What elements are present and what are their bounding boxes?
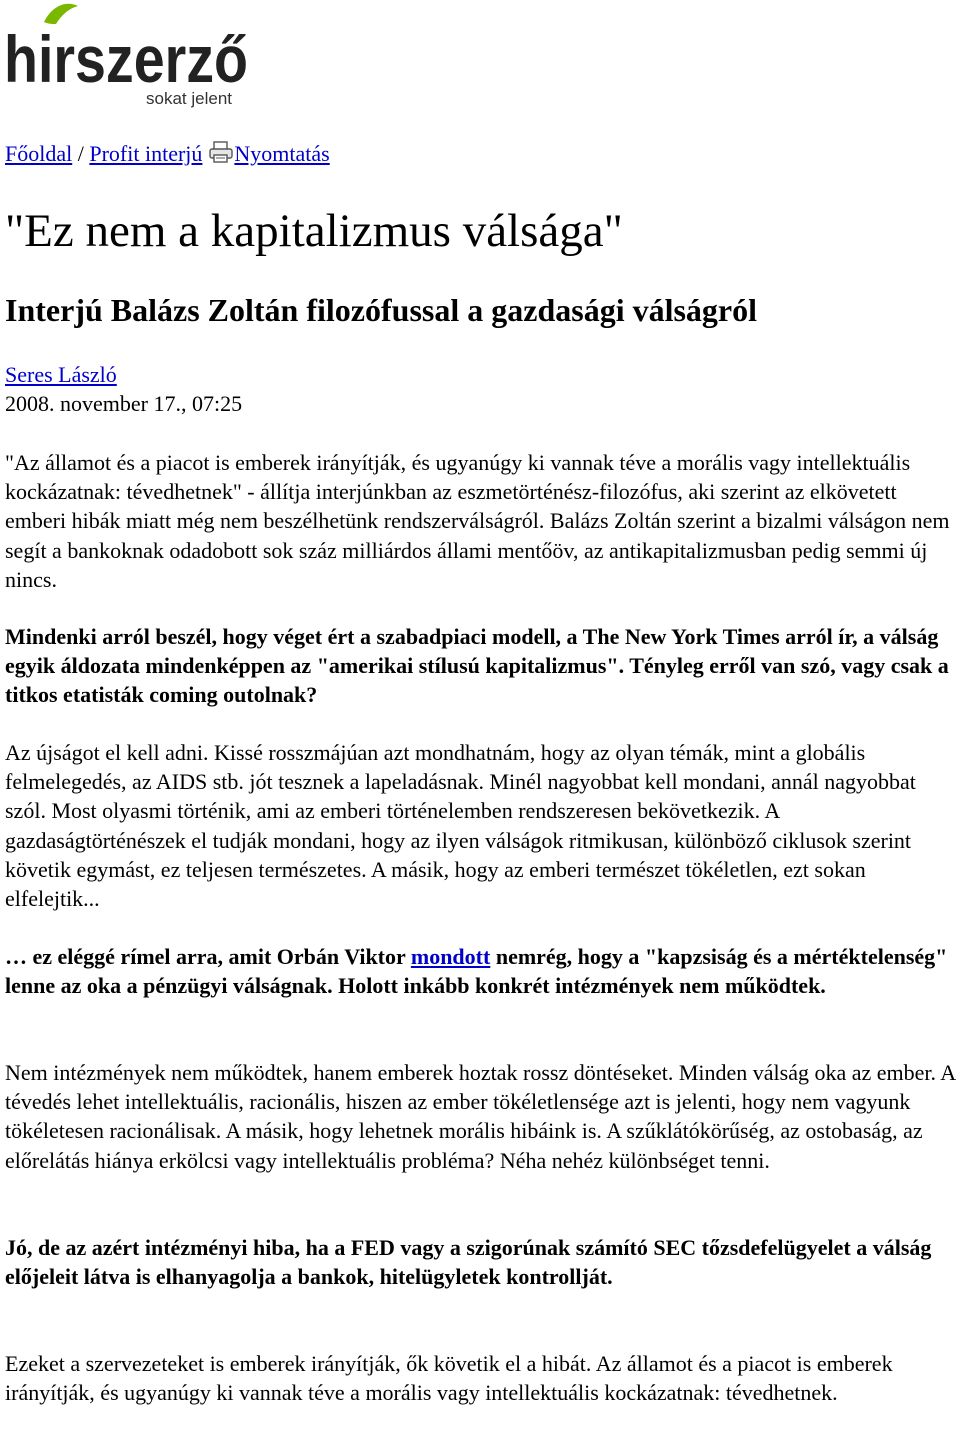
logo-wordmark: hirszerző bbox=[4, 22, 248, 96]
article-title: "Ez nem a kapitalizmus válsága" bbox=[5, 205, 623, 257]
print-link[interactable]: Nyomtatás bbox=[234, 141, 330, 166]
breadcrumb-separator: / bbox=[72, 141, 90, 166]
mondott-link[interactable]: mondott bbox=[410, 944, 491, 969]
breadcrumb-section-link[interactable]: Profit interjú bbox=[89, 141, 203, 166]
hirszerzo-logo-icon bbox=[4, 2, 250, 110]
printer-icon[interactable] bbox=[208, 141, 234, 171]
question-2 bbox=[5, 942, 955, 1000]
question-3: Jó, de az azért intézményi hiba, ha a FED vagy a szigorúnak számító SEC tőzsdefelügyelet a válság előjeleit látva is elhanyagolja a bankok, hitelügyletek kontrollját. bbox=[5, 1235, 932, 1290]
article-date: 2008. november 17., 07:25 bbox=[5, 391, 243, 416]
article-author bbox=[5, 361, 117, 389]
author-link[interactable]: Seres László bbox=[5, 362, 117, 387]
breadcrumb-home-link[interactable]: Főoldal bbox=[5, 141, 73, 166]
answer-2: Nem intézmények nem működtek, hanem emberek hoztak rossz döntéseket. Minden válság oka az ember. A tévedés lehet intellektuális, racionális, hiszen az ember tökéletlensége azt is jelenti, hogy nem vagyunk tökéletesen racionálisak. A másik, hogy lehetnek morális hibáink is. A szűklátókörűség, az ostobaság, az előrelátás hiánya erkölcsi vagy intellektuális probléma? Néha nehéz különbséget tenni. bbox=[5, 1060, 955, 1173]
breadcrumb bbox=[5, 139, 330, 171]
answer-1: Az újságot el kell adni. Kissé rosszmájúan azt mondhatnám, hogy az olyan témák, mint a globális felmelegedés, az AIDS stb. jót tesznek a lapeladásnak. Minél nagyobbat kell mondani, annál nagyobbat szól. Most olyasmi történik, ami az emberi történelemben rendszeresen bekövetkezik. A gazdaságtörténészek el tudják mondani, hogy az ilyen válságok ritmikusan, különböző ciklusok szerint követik egymást, ez teljesen természetes. A másik, hogy az emberi természet tökéletlen, ezt sokan elfelejtik... bbox=[5, 740, 916, 912]
question-2-text-start: … ez eléggé rímel arra, amit Orbán Viktor bbox=[5, 944, 411, 969]
site-logo[interactable] bbox=[4, 2, 250, 110]
article-subtitle: Interjú Balázs Zoltán filozófussal a gazdasági válságról bbox=[5, 292, 758, 328]
answer-3: Ezeket a szervezeteket is emberek irányítják, ők követik el a hibát. Az államot és a piacot is emberek irányítják, és ugyanúgy ki vannak téve a morális vagy intellektuális kockázatnak: tévedhetnek. bbox=[5, 1351, 893, 1406]
article-lead: "Az államot és a piacot is emberek irányítják, és ugyanúgy ki vannak téve a morális vagy intellektuális kockázatnak: tévedhetnek" - állítja interjúnkban az eszmetörténész-filozófus, aki szerint az elkövetett emberi hibák miatt még nem beszélhetünk rendszerválságról. Balázs Zoltán szerint a bizalmi válságon nem segít a bankoknak odadobott sok száz milliárdos állami mentőöv, az antikapitalizmusban pedig semmi új nincs. bbox=[5, 450, 950, 592]
question-2-text-end: nemrég, hogy a "kapzsiság és a mértéktelenség" lenne az oka a pénzügyi válságnak. Holott inkább konkrét intézmények nem működtek. bbox=[5, 944, 948, 999]
question-1: Mindenki arról beszél, hogy véget ért a szabadpiaci modell, a The New York Times arról ír, a válság egyik áldozata mindenképpen az "amerikai stílusú kapitalizmus". Tényleg erről van szó, vagy csak a titkos etatisták coming outolnak? bbox=[5, 624, 949, 708]
logo-tagline: sokat jelent bbox=[146, 89, 232, 108]
